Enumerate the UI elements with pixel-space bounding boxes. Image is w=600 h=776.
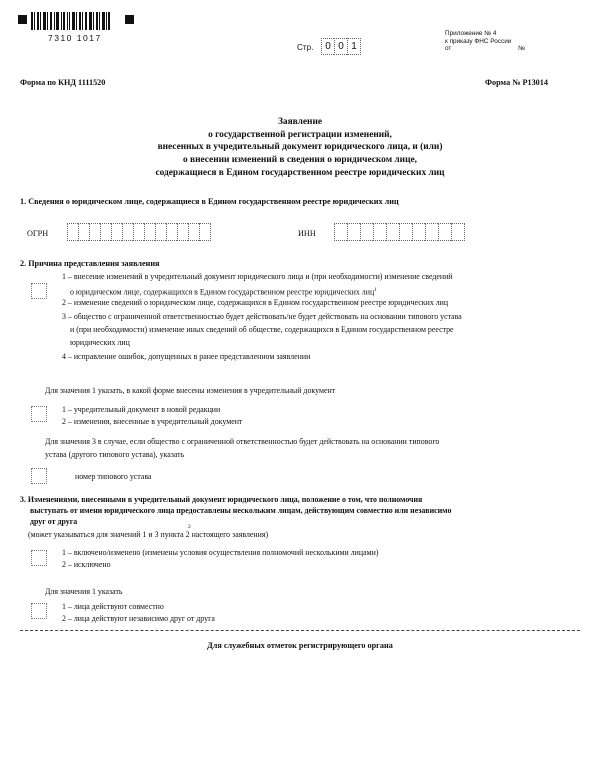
appendix-number-label: № (518, 45, 525, 52)
reason-checkbox[interactable] (31, 283, 47, 299)
footnote-mark: 1 (374, 287, 377, 293)
inn-label: ИНН (298, 229, 316, 238)
value1-prompt: Для значения 1 указать, в какой форме внесены изменения в учредительный документ (45, 386, 336, 395)
registration-marker-right (125, 15, 134, 24)
title-line: внесенных в учредительный документ юридического лица, и (или) (157, 142, 443, 153)
powers-option-1: 1 – включено/изменено (изменены условия осуществления полномочий несколькими лицами) (62, 548, 379, 557)
powers-checkbox[interactable] (31, 550, 47, 566)
inn-cell[interactable] (438, 223, 451, 241)
reason-option-1-text: о юридическом лице, содержащихся в Едином государственном реестре юридических лиц (70, 287, 375, 297)
ogrn-cell[interactable] (188, 223, 199, 241)
value3-prompt-line2: устава (другого типового устава), указать (45, 450, 185, 459)
reason-option-4: 4 – исправление ошибок, допущенных в ранее представленном заявлении (62, 352, 311, 361)
ogrn-cell[interactable] (199, 223, 211, 241)
section3-heading-line1: 3. Изменениями, внесенными в учредительный документ юридического лица, положение о том, что полномочия (20, 495, 423, 504)
barcode-graphic (31, 12, 111, 30)
document-form-option-2: 2 – изменения, внесенные в учредительный документ (62, 417, 243, 426)
inn-cell[interactable] (399, 223, 412, 241)
section3-note (28, 530, 268, 540)
ogrn-cell[interactable] (122, 223, 133, 241)
ogrn-cell[interactable] (89, 223, 100, 241)
section3-heading-line3: друг от друга (30, 517, 78, 526)
inn-cell[interactable] (386, 223, 399, 241)
page-digit: 0 (334, 38, 347, 55)
ogrn-cell[interactable] (144, 223, 155, 241)
ogrn-cell[interactable] (166, 223, 177, 241)
service-divider (20, 630, 580, 631)
inn-field[interactable] (334, 223, 465, 241)
value3-prompt-line1: Для значения 3 в случае, если общество с ограниченной ответственностью будет действовать на основании типового (45, 437, 440, 446)
reason-option-1-cont (70, 285, 377, 298)
ogrn-field[interactable] (67, 223, 211, 241)
section3-heading-line2: выступать от имени юридического лица предоставлены нескольким лицам, действующим совместно или независимо (30, 506, 452, 515)
ogrn-cell[interactable] (67, 223, 78, 241)
document-form-checkbox[interactable] (31, 406, 47, 422)
inn-cell[interactable] (451, 223, 465, 241)
registration-marker-left (18, 15, 27, 24)
section3-note-mark: 2 (188, 524, 191, 530)
title-line: о государственной регистрации изменений, (208, 129, 392, 140)
powers-option-2: 2 – исключено (62, 560, 111, 569)
page-digit: 1 (347, 38, 361, 55)
document-form-option-1: 1 – учредительный документ в новой редакции (62, 405, 221, 414)
appendix-note (445, 30, 555, 53)
inn-cell[interactable] (412, 223, 425, 241)
title-line: содержащиеся в Едином государственном реестре юридических лиц (155, 167, 445, 178)
reason-option-3-cont: и (при необходимости) изменение иных сведений об обществе, содержащихся в Едином государственном реестре (70, 325, 454, 334)
reason-option-2: 2 – изменение сведений о юридическом лице, содержащихся в Едином государственном реестре юридических лиц (62, 298, 449, 307)
joint-action-checkbox[interactable] (31, 603, 47, 619)
inn-cell[interactable] (425, 223, 438, 241)
ogrn-label: ОГРН (27, 229, 49, 238)
ogrn-cell[interactable] (111, 223, 122, 241)
ogrn-cell[interactable] (100, 223, 111, 241)
appendix-line: Приложение № 4 (445, 30, 497, 37)
barcode-number: 7310 1017 (48, 33, 102, 43)
title-line: о внесении изменений в сведения о юридическом лице, (182, 155, 417, 166)
reason-option-1: 1 – внесение изменений в учредительный документ юридического лица и (при необходимости) изменение сведений (62, 272, 453, 281)
charter-number-label: номер типового устава (75, 472, 152, 481)
inn-cell[interactable] (347, 223, 360, 241)
page-digit: 0 (321, 38, 334, 55)
joint-action-option-2: 2 – лица действуют независимо друг от друга (62, 614, 215, 623)
reason-option-3: 3 – общество с ограниченной ответственностью будет действовать/не будет действовать на основании типового устава (62, 312, 462, 321)
section2-heading: 2. Причина представления заявления (20, 259, 160, 268)
barcode (31, 12, 111, 35)
ogrn-cell[interactable] (78, 223, 89, 241)
inn-cell[interactable] (360, 223, 373, 241)
page-label: Стр. (297, 43, 314, 52)
appendix-line: к приказу ФНС России (445, 37, 512, 45)
form-number: Форма № Р13014 (485, 78, 548, 87)
title-line: Заявление (277, 117, 323, 127)
inn-cell[interactable] (334, 223, 347, 241)
inn-cell[interactable] (373, 223, 386, 241)
section3-note-text: (может указываться для значений 1 и 3 пункта 2 настоящего заявления) (28, 530, 269, 539)
ogrn-cell[interactable] (155, 223, 166, 241)
form-knd-code: Форма по КНД 1111520 (20, 78, 106, 87)
service-label: Для служебных отметок регистрирующего органа (207, 641, 393, 650)
reason-option-3-cont2: юридических лиц (70, 338, 130, 347)
charter-number-box[interactable] (31, 468, 47, 484)
document-title (0, 116, 600, 180)
section1-heading: 1. Сведения о юридическом лице, содержащиеся в Едином государственном реестре юридических лиц (20, 197, 399, 206)
ogrn-cell[interactable] (133, 223, 144, 241)
joint-action-option-1: 1 – лица действуют совместно (62, 602, 164, 611)
page-number-cells (321, 38, 361, 55)
appendix-date-label: от (445, 45, 452, 52)
ogrn-cell[interactable] (177, 223, 188, 241)
powers-value1-prompt: Для значения 1 указать (45, 587, 123, 596)
